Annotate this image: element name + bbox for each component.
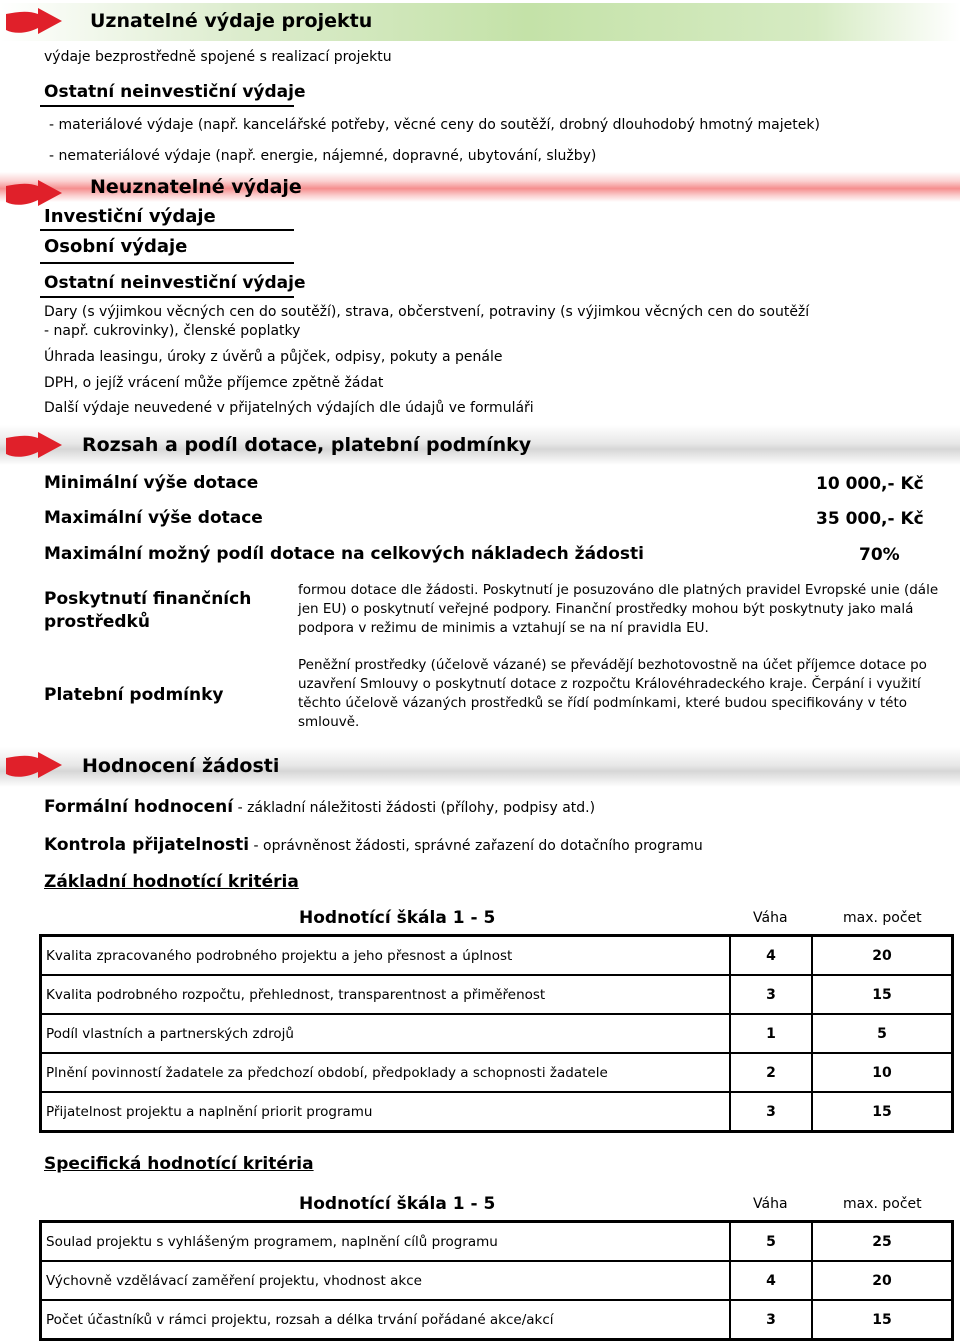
eligible-item-nonmaterial: - nemateriálové výdaje (např. energie, nájemné, dopravné, ubytování, služby)	[49, 148, 597, 164]
ineligible-sub-personal: Osobní výdaje	[44, 236, 188, 257]
subheading-rule	[40, 296, 294, 298]
scale-label: Hodnotící škála 1 - 5	[299, 908, 496, 928]
section-title-ineligible: Neuznatelné výdaje	[90, 176, 302, 198]
criterion-text: Kvalita zpracovaného podrobného projektu a jeho přesnost a úplnost	[41, 936, 731, 976]
criterion-max: 5	[812, 1014, 953, 1053]
criterion-max: 25	[812, 1222, 953, 1262]
ineligible-item-gifts-line1: Dary (s výjimkou věcných cen do soutěží), strava, občerstvení, potraviny (s výjimkou věcných cen do soutěží	[44, 304, 810, 320]
formal-label: Formální hodnocení	[44, 797, 234, 817]
formal-text: - základní náležitosti žádosti (přílohy, podpisy atd.)	[233, 800, 596, 816]
grant-min-label: Minimální výše dotace	[44, 473, 259, 493]
criterion-text: Soulad projektu s vyhlášeným programem, naplnění cílů programu	[41, 1222, 731, 1262]
criterion-text: Výchovně vzdělávací zaměření projektu, vhodnost akce	[41, 1261, 731, 1300]
ineligible-item-gifts-line2: - např. cukrovinky), členské poplatky	[44, 323, 301, 339]
eligible-item-material: - materiálové výdaje (např. kancelářské potřeby, věcné ceny do soutěží, drobný dlouhodobý hmotný majetek)	[49, 117, 820, 133]
max-header: max. počet	[843, 1196, 922, 1212]
eligible-subheading: Ostatní neinvestiční výdaje	[44, 82, 306, 102]
basic-criteria-heading: Základní hodnotící kritéria	[44, 872, 299, 892]
criterion-weight: 3	[730, 975, 812, 1014]
criterion-max: 15	[812, 975, 953, 1014]
section-title-grant: Rozsah a podíl dotace, platební podmínky	[82, 434, 532, 456]
control-evaluation-line	[44, 835, 703, 855]
ineligible-sub-investment: Investiční výdaje	[44, 206, 216, 227]
subheading-rule	[40, 262, 294, 264]
criterion-max: 10	[812, 1053, 953, 1092]
criterion-max: 20	[812, 936, 953, 976]
ineligible-sub-other: Ostatní neinvestiční výdaje	[44, 273, 306, 293]
criterion-weight: 3	[730, 1092, 812, 1132]
control-label: Kontrola přijatelnosti	[44, 835, 250, 855]
red-arrow-icon	[4, 8, 64, 38]
criterion-weight: 4	[730, 1261, 812, 1300]
table-row	[41, 1053, 953, 1092]
criterion-max: 20	[812, 1261, 953, 1300]
criterion-weight: 1	[730, 1014, 812, 1053]
criterion-weight: 2	[730, 1053, 812, 1092]
criterion-max: 15	[812, 1092, 953, 1132]
grant-max-value: 35 000,- Kč	[816, 509, 924, 529]
table-row	[41, 975, 953, 1014]
criterion-text: Kvalita podrobného rozpočtu, přehlednost, transparentnost a přiměřenost	[41, 975, 731, 1014]
section-title-evaluation: Hodnocení žádosti	[82, 755, 280, 777]
subheading-rule	[40, 105, 294, 107]
criterion-text: Plnění povinností žadatele za předchozí období, předpoklady a schopnosti žadatele	[41, 1053, 731, 1092]
section-title-eligible: Uznatelné výdaje projektu	[90, 10, 373, 32]
table-row	[41, 1261, 953, 1300]
criterion-weight: 4	[730, 936, 812, 976]
grant-share-value: 70%	[859, 545, 900, 565]
criterion-weight: 3	[730, 1300, 812, 1340]
criterion-weight: 5	[730, 1222, 812, 1262]
basic-criteria-table	[39, 934, 954, 1133]
grant-min-value: 10 000,- Kč	[816, 474, 924, 494]
weight-header: Váha	[753, 910, 788, 926]
provision-text: formou dotace dle žádosti. Poskytnutí je posuzováno dle platných pravidel Evropské unie (dále jen EU) o poskytnutí veřejné podpory. Finanční prostředky mohou být poskytnuty jako malá podpora v režimu de minimis a vztahují se na ní pravidla EU.	[298, 582, 939, 636]
grant-share-label: Maximální možný podíl dotace na celkových nákladech žádosti	[44, 544, 644, 564]
payment-label: Platební podmínky	[44, 685, 224, 705]
table-row	[41, 1092, 953, 1132]
criterion-text: Podíl vlastních a partnerských zdrojů	[41, 1014, 731, 1053]
ineligible-item-other: Další výdaje neuvedené v přijatelných výdajích dle údajů ve formuláři	[44, 400, 534, 416]
control-text: - oprávněnost žádosti, správné zařazení do dotačního programu	[249, 838, 703, 854]
formal-evaluation-line	[44, 797, 595, 817]
criterion-text: Počet účastníků v rámci projektu, rozsah a délka trvání pořádané akce/akcí	[41, 1300, 731, 1340]
red-arrow-icon	[4, 432, 64, 462]
criterion-max: 15	[812, 1300, 953, 1340]
specific-criteria-heading: Specifická hodnotící kritéria	[44, 1154, 314, 1174]
specific-criteria-table	[39, 1220, 954, 1341]
table-row	[41, 1014, 953, 1053]
subheading-rule	[40, 229, 294, 231]
provision-label-line1: Poskytnutí finančních	[44, 589, 252, 609]
provision-label-line2: prostředků	[44, 612, 150, 632]
weight-header: Váha	[753, 1196, 788, 1212]
payment-text: Peněžní prostředky (účelově vázané) se převádějí bezhotovostně na účet příjemce dotace po uzavření Smlouvy o poskytnutí dotace z rozpočtu Královéhradeckého kraje. Čerpání i využití těchto účelově vázaných prostředků se řídí podmínkami, které budou specifikovány v této smlouvě.	[298, 657, 927, 730]
criterion-text: Přijatelnost projektu a naplnění priorit programu	[41, 1092, 731, 1132]
table-row	[41, 1300, 953, 1340]
max-header: max. počet	[843, 910, 922, 926]
table-row	[41, 936, 953, 976]
ineligible-item-leasing: Úhrada leasingu, úroky z úvěrů a půjček, odpisy, pokuty a penále	[44, 349, 503, 365]
table-row	[41, 1222, 953, 1262]
ineligible-item-vat: DPH, o jejíž vrácení může příjemce zpětně žádat	[44, 375, 384, 391]
eligible-intro: výdaje bezprostředně spojené s realizací projektu	[44, 49, 392, 65]
grant-max-label: Maximální výše dotace	[44, 508, 263, 528]
red-arrow-icon	[4, 752, 64, 782]
scale-label: Hodnotící škála 1 - 5	[299, 1194, 496, 1214]
